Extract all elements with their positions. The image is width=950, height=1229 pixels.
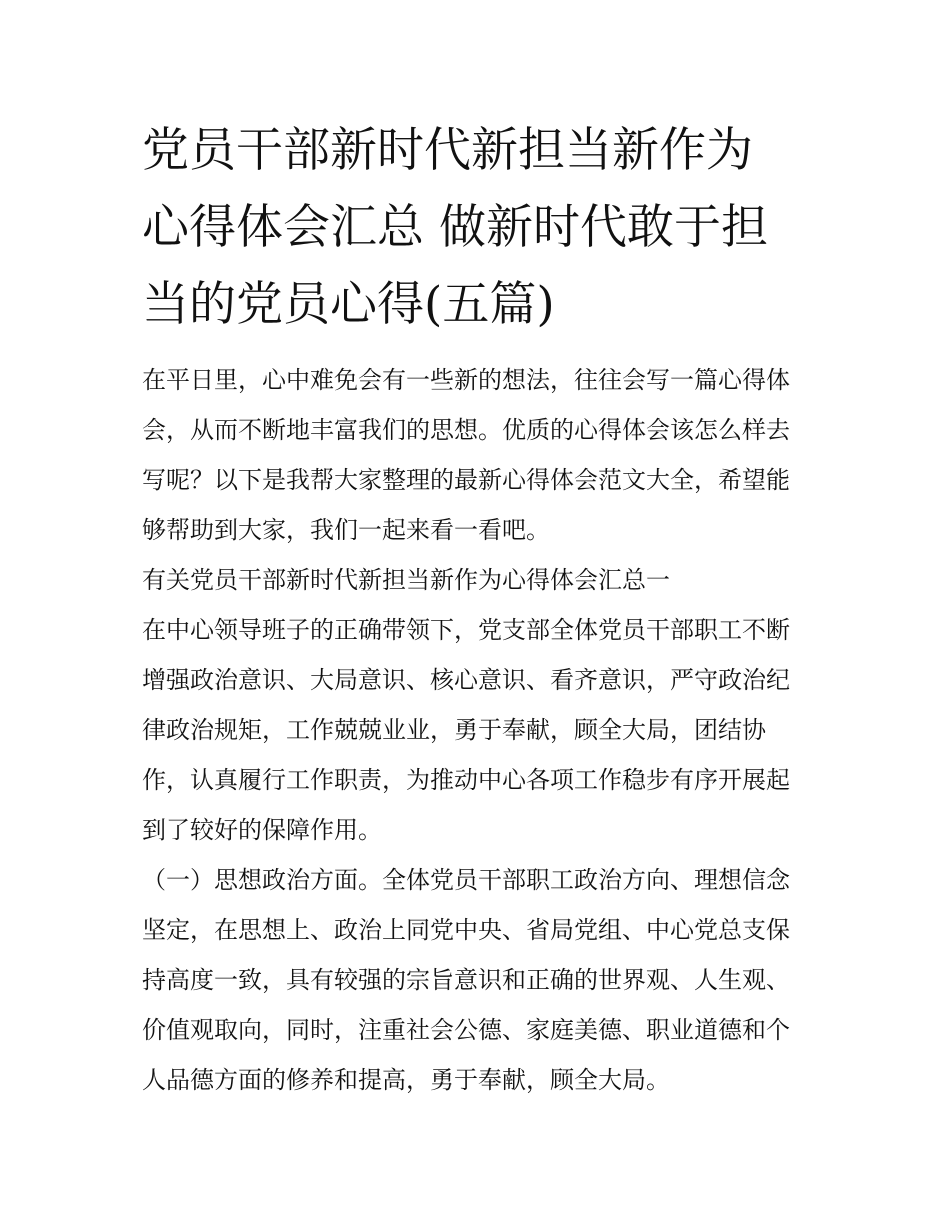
document-title	[142, 112, 814, 343]
paragraph-line: 写呢？以下是我帮大家整理的最新心得体会范文大全，希望能	[142, 466, 790, 494]
section-heading	[142, 555, 814, 605]
title-line: 心得体会汇总 做新时代敢于担	[142, 200, 768, 255]
paragraph-line: 价值观取向，同时，注重社会公德、家庭美德、职业道德和个	[142, 1016, 790, 1044]
title-line: 党员干部新时代新担当新作为	[142, 123, 753, 178]
body-paragraph-2	[142, 855, 814, 1105]
paragraph-line: 人品德方面的修养和提高，勇于奉献，顾全大局。	[142, 1066, 670, 1094]
paragraph-line: 到了较好的保障作用。	[142, 816, 382, 844]
paragraph-line: 在平日里，心中难免会有一些新的想法，往往会写一篇心得体	[142, 366, 790, 394]
title-line: 当的党员心得(五篇)	[142, 277, 555, 332]
document-body	[142, 112, 814, 1105]
section-heading-text: 有关党员干部新时代新担当新作为心得体会汇总一	[142, 566, 670, 594]
paragraph-line: 律政治规矩，工作兢兢业业，勇于奉献，顾全大局，团结协	[142, 716, 766, 744]
paragraph-line: 会，从而不断地丰富我们的思想。优质的心得体会该怎么样去	[142, 416, 790, 444]
paragraph-line: 在中心领导班子的正确带领下，党支部全体党员干部职工不断	[142, 616, 790, 644]
paragraph-line: 作，认真履行工作职责，为推动中心各项工作稳步有序开展起	[142, 766, 790, 794]
paragraph-line: 坚定，在思想上、政治上同党中央、省局党组、中心党总支保	[142, 916, 790, 944]
paragraph-line: 持高度一致，具有较强的宗旨意识和正确的世界观、人生观、	[142, 966, 790, 994]
intro-paragraph	[142, 355, 814, 555]
paragraph-line: 够帮助到大家，我们一起来看一看吧。	[142, 516, 550, 544]
body-paragraph-1	[142, 605, 814, 855]
paragraph-line: （一）思想政治方面。全体党员干部职工政治方向、理想信念	[142, 866, 790, 894]
paragraph-line: 增强政治意识、大局意识、核心意识、看齐意识，严守政治纪	[142, 666, 790, 694]
